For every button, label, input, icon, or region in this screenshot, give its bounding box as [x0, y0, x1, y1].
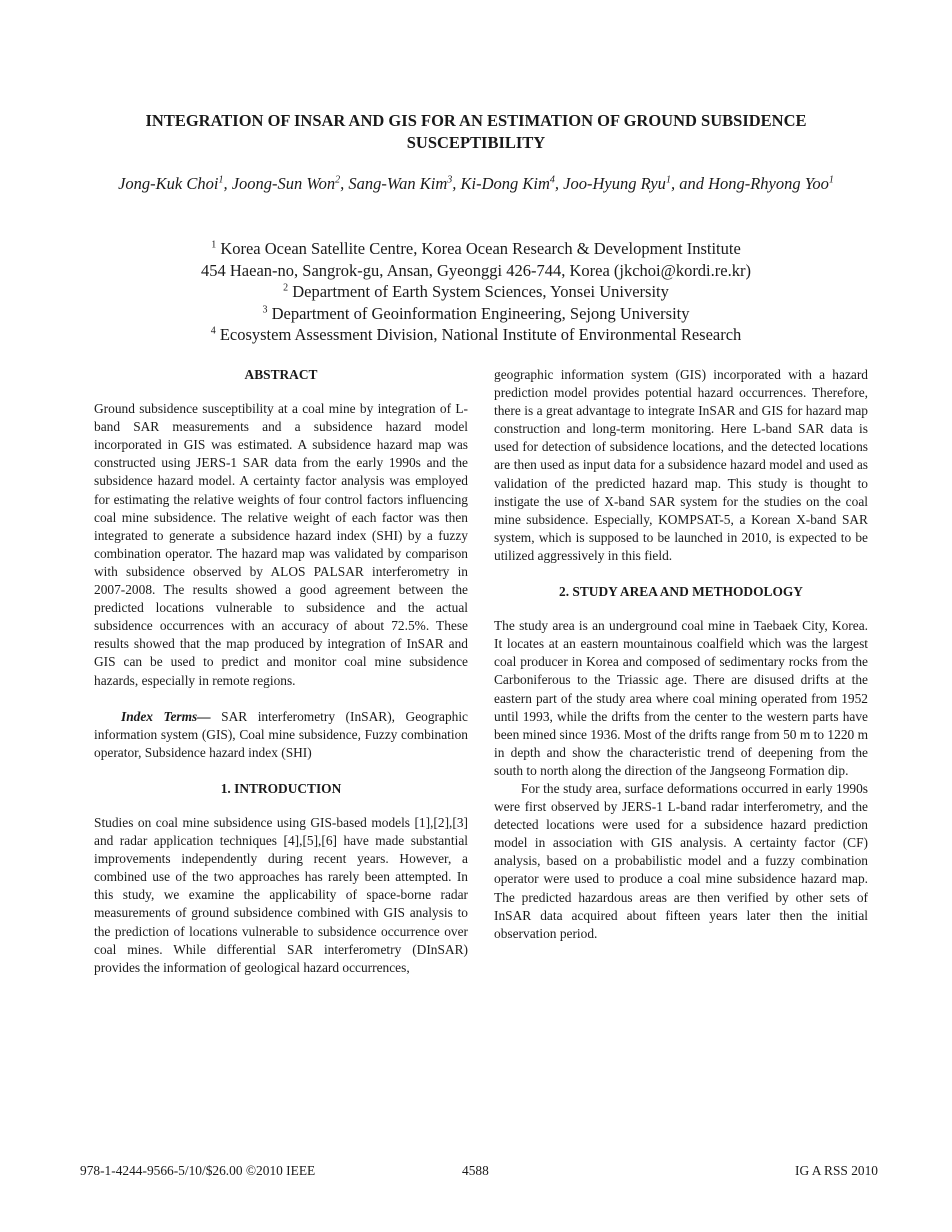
affiliations: [80, 238, 872, 346]
index-terms: [94, 708, 468, 762]
abstract-text: Ground subsidence susceptibility at a coal mine by integration of L-band SAR measurements and a subsidence hazard model incorporated in GIS was estimated. A subsidence hazard map was constructed using JERS-1 SAR data from the early 1990s and the subsidence hazard model. A certainty factor analysis was employed for estimating the relative weights of four control factors influencing coal mine subsidence. The relative weight of each factor was then integrated to generate a subsidence hazard index (SHI) by a fuzzy combination operator. The hazard map was validated by comparison with subsidence observed by ALOS PALSAR interferometry in 2007-2008. The results showed a good agreement between the predicted locations vulnerable to subsidence and the actual subsidence occurrences with an accuracy of about 72.5%. These results showed that the map produced by integration of InSAR and GIS can be used to predict and monitor coal mine subsidence hazards, especially in remote regions.: [94, 401, 468, 688]
footer-copyright: 978-1-4244-9566-5/10/$26.00 ©2010 IEEE: [80, 1163, 316, 1178]
affiliation-line: $^3$ Department of Geoinformation Engineering, Sejong University: [262, 303, 690, 323]
page-number: 4588: [462, 1163, 489, 1178]
index-terms-text: SAR interferometry (InSAR), Geographic information system (GIS), Coal mine subsidence, Fuzzy combination operator, Subsidence hazard index (SHI): [94, 708, 469, 760]
study-area-paragraph-2: For the study area, surface deformations occurred in early 1990s were first observed by JERS-1 L-band radar interferometry, and the detected locations were used for a subsidence hazard prediction model in association with GIS analysis. A certainty factor (CF) analysis, based on a probabilistic model and a fuzzy combination operator were used to produce a coal mine subsidence hazard map. The predicted hazardous areas are then verified by other sets of InSAR data acquired about fifteen years later then the initial observation period.: [494, 780, 868, 941]
introduction-continuation: geographic information system (GIS) incorporated with a hazard prediction model provides potential hazard occurrences. Therefore, there is a great advantage to integrate InSAR and GIS for hazard map construction and long-term monitoring. Here L-band SAR data is used for detection of subsidence locations, and the detected locations are then used as input data for a subsidence hazard model and used as validation of the predicted hazard map. This study is thought to instigate the use of X-band SAR system for the studies on the coal mine subsidence. Especially, KOMPSAT-5, a Korean X-band SAR system, which is supposed to be launched in 2010, is expected to be utilized aggressively in this field.: [494, 367, 868, 563]
study-area-heading: 2. STUDY AREA AND METHODOLOGY: [559, 584, 803, 600]
footer-conference: IG A RSS 2010: [795, 1163, 878, 1178]
index-terms-label: Index Terms—: [121, 708, 211, 724]
affiliation-line: $^1$ Korea Ocean Satellite Centre, Korea Ocean Research & Development Institute: [211, 239, 741, 258]
author: Hong-Rhyong Yoo$^1$: [708, 174, 834, 193]
affiliation-line: $^4$ Ecosystem Assessment Division, National Institute of Environmental Research: [210, 325, 742, 345]
introduction-text: Studies on coal mine subsidence using GIS-based models [1],[2],[3] and radar application techniques [4],[5],[6] have made substantial improvements independently during recent years. However, a combined use of the two approaches has rarely been attempted. In this study, we examine the applicability of space-borne radar measurements of ground subsidence combined with GIS analysis to the prediction of locations vulnerable to subsidence occurrence over coal mines. While differential SAR interferometry (DInSAR) provides the information of geological hazard occurrences,: [94, 814, 468, 975]
paper-title: INTEGRATION OF INSAR AND GIS FOR AN ESTIMATION OF GROUND SUBSIDENCE SUSCEPTIBILITY: [145, 111, 807, 152]
author: Ki-Dong Kim$^4$,: [460, 174, 564, 193]
author: Sang-Wan Kim$^3$,: [348, 174, 461, 193]
left-column: [94, 366, 468, 977]
abstract-heading: ABSTRACT: [244, 367, 318, 382]
author-list: [80, 173, 872, 195]
affiliation-line: 454 Haean-no, Sangrok-gu, Ansan, Gyeonggi 426-744, Korea (jkchoi@kordi.re.kr): [201, 260, 751, 280]
study-area-paragraph-1: The study area is an underground coal mine in Taebaek City, Korea. It locates at an eastern mountainous coalfield which was the largest coal producer in Korea and composed of sedimentary rocks from the Carboniferous to the Triassic age. There are disused drifts at the eastern part of the study area where coal mining operated from 1952 until 1993, while the drifts from the center to the western parts have been mined since 1936. Most of the drifts range from 50 m to 1220 m in depth and show the characteristic trend of deepening from the south to north along the direction of the Jangseong Formation dip.: [494, 618, 868, 778]
affiliation-line: $^2$ Department of Earth System Sciences, Yonsei University: [283, 282, 669, 302]
introduction-heading: 1. INTRODUCTION: [220, 780, 342, 796]
author: Jong-Kuk Choi$^1$,: [118, 174, 232, 193]
author: Joong-Sun Won$^2$,: [231, 174, 349, 193]
right-column: [494, 366, 868, 943]
author: Joo-Hyung Ryu$^1$, and: [563, 174, 709, 193]
